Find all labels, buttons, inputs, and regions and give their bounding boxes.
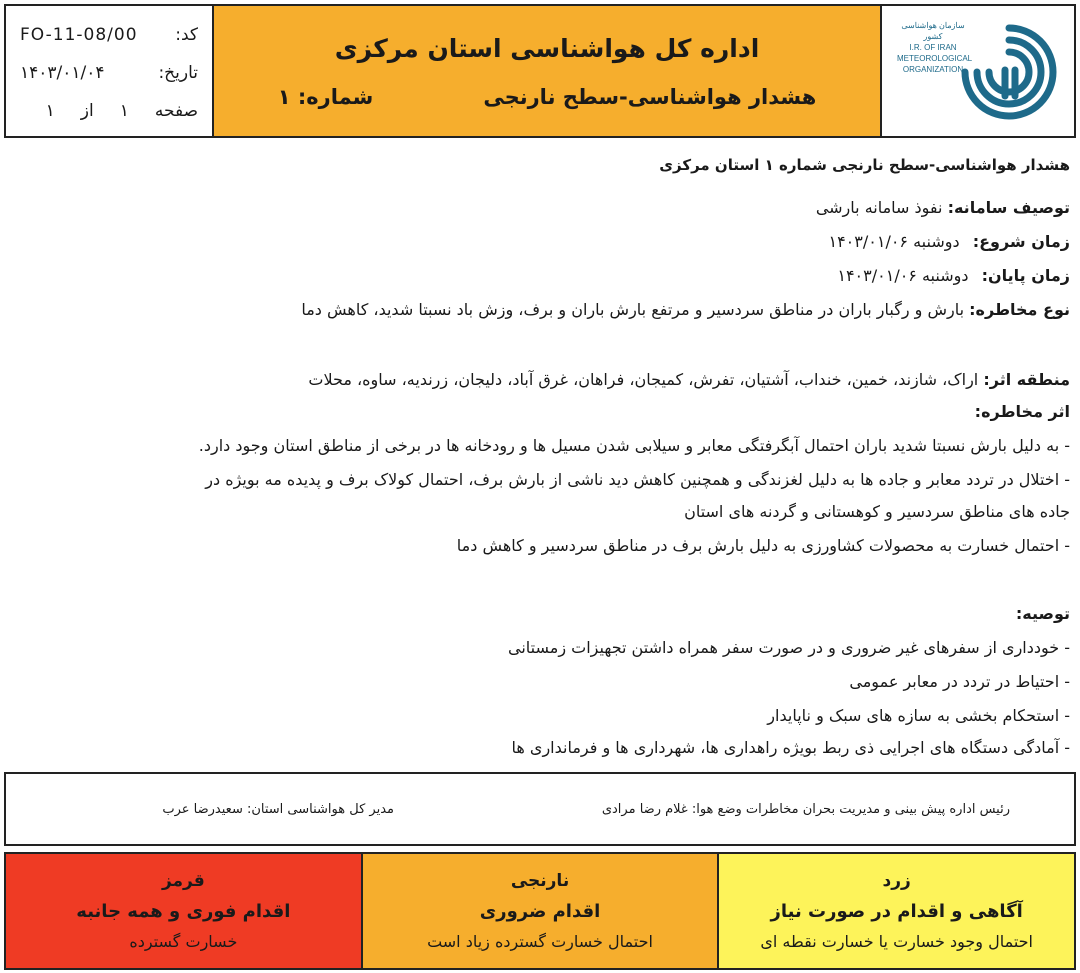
start-label: زمان شروع: — [972, 232, 1070, 251]
end-value: دوشنبه ۱۴۰۳/۰۱/۰۶ — [837, 266, 969, 285]
system-row — [816, 198, 1070, 217]
date-label: تاریخ: — [158, 63, 198, 83]
logo-en-line3: ORGANIZATION — [902, 65, 964, 74]
page-title: اداره کل هواشناسی استان مرکزی — [334, 33, 760, 63]
end-label: زمان پایان: — [981, 266, 1070, 285]
legend-yellow — [719, 854, 1074, 968]
system-label: توصیف سامانه: — [947, 198, 1070, 217]
logo-en-line2: METEOROLOGICAL — [897, 54, 973, 63]
effect-item: - به دلیل بارش نسبتا شدید باران احتمال آبگرفتگی معابر و سیلابی شدن مسیل ها و رودخانه ها در برخی از مناطق استان وجود دارد. — [198, 436, 1070, 455]
effect-item-continued: جاده های مناطق سردسیر و کوهستانی و گردنه های استان — [684, 502, 1070, 521]
code-row — [20, 16, 198, 54]
legend-red — [6, 854, 363, 968]
page-current: ۱ — [119, 101, 129, 121]
advice-item: - خودداری از سفرهای غیر ضروری و در صورت سفر همراه داشتن تجهیزات زمستانی — [508, 638, 1070, 657]
advice-label: توصیه: — [1015, 604, 1070, 623]
warning-number: شماره: ۱ — [277, 84, 374, 109]
code-value: FO-11-08/00 — [20, 25, 138, 45]
page-total: ۱ — [45, 101, 55, 121]
legend-orange-name: نارنجی — [510, 871, 570, 891]
document-meta — [6, 6, 214, 136]
system-value: نفوذ سامانه بارشی — [815, 198, 943, 217]
legend-yellow-name: زرد — [882, 871, 911, 891]
hazard-row — [301, 300, 1070, 319]
effects-label: اثر مخاطره: — [974, 402, 1070, 421]
legend-orange — [363, 854, 720, 968]
legend-orange-desc: احتمال خسارت گسترده زیاد است — [427, 932, 653, 951]
effect-item: - اختلال در تردد معابر و جاده ها به دلیل لغزندگی و همچنین کاهش دید ناشی از بارش برف، احتمال کولاک برف و پدیده مه بویژه در — [205, 470, 1070, 489]
area-row — [308, 370, 1070, 389]
organization-logo — [882, 6, 1074, 136]
start-row — [828, 232, 1070, 251]
hazard-label: نوع مخاطره: — [969, 300, 1070, 319]
document-header — [4, 4, 1076, 138]
start-value: دوشنبه ۱۴۰۳/۰۱/۰۶ — [828, 232, 960, 251]
end-row — [837, 266, 1070, 285]
advice-item: - آمادگی دستگاه های اجرایی ذی ربط بویژه راهداری ها، شهرداری ها و فرمانداری ها — [511, 738, 1070, 757]
area-label: منطقه اثر: — [983, 370, 1070, 389]
date-value: ۱۴۰۳/۰۱/۰۴ — [20, 63, 105, 83]
legend-yellow-action: آگاهی و اقدام در صورت نیاز — [770, 901, 1023, 922]
logo-icon — [893, 12, 1063, 130]
area-value: اراک، شازند، خمین، خنداب، آشتیان، تفرش، کمیجان، فراهان، غرق آباد، دلیجان، زرندیه، ساوه، محلات — [308, 370, 979, 389]
date-row — [20, 54, 198, 92]
director-signature: مدیر کل هواشناسی استان: سعیدرضا عرب — [162, 802, 394, 817]
warning-level-legend — [4, 852, 1076, 970]
forecast-head-signature: رئیس اداره پیش بینی و مدیریت بحران مخاطرات وضع هوا: غلام رضا مرادی — [601, 802, 1010, 817]
body-heading: هشدار هواشناسی-سطح نارنجی شماره ۱ استان مرکزی — [659, 156, 1070, 174]
code-label: کد: — [175, 25, 198, 45]
header-title-block — [214, 6, 882, 136]
advice-item: - احتیاط در تردد در معابر عمومی — [849, 672, 1070, 691]
logo-en-line1: I.R. OF IRAN — [909, 43, 957, 52]
page-label: صفحه — [154, 101, 198, 121]
legend-red-desc: خسارت گسترده — [129, 932, 238, 951]
warning-body — [10, 148, 1070, 768]
warning-subtitle — [278, 85, 817, 109]
page-row — [20, 92, 198, 130]
logo-fa-name: سازمان هواشناسی کشور — [901, 21, 965, 41]
legend-red-action: اقدام فوری و همه جانبه — [76, 901, 291, 922]
logo-spiral-icon — [893, 12, 1063, 130]
warning-level: هشدار هواشناسی-سطح نارنجی — [483, 84, 817, 109]
legend-yellow-desc: احتمال وجود خسارت یا خسارت نقطه ای — [760, 932, 1033, 951]
hazard-value: بارش و رگبار باران در مناطق سردسیر و مرتفع بارش باران و برف، وزش باد نسبتا شدید، کاهش دما — [301, 300, 965, 319]
effect-item: - احتمال خسارت به محصولات کشاورزی به دلیل بارش برف در مناطق سردسیر و کاهش دما — [456, 536, 1070, 555]
advice-item: - استحکام بخشی به سازه های سبک و ناپایدار — [767, 706, 1070, 725]
signature-box — [4, 772, 1076, 846]
legend-red-name: قرمز — [161, 871, 205, 891]
legend-orange-action: اقدام ضروری — [479, 901, 601, 922]
page-of: از — [80, 101, 94, 121]
